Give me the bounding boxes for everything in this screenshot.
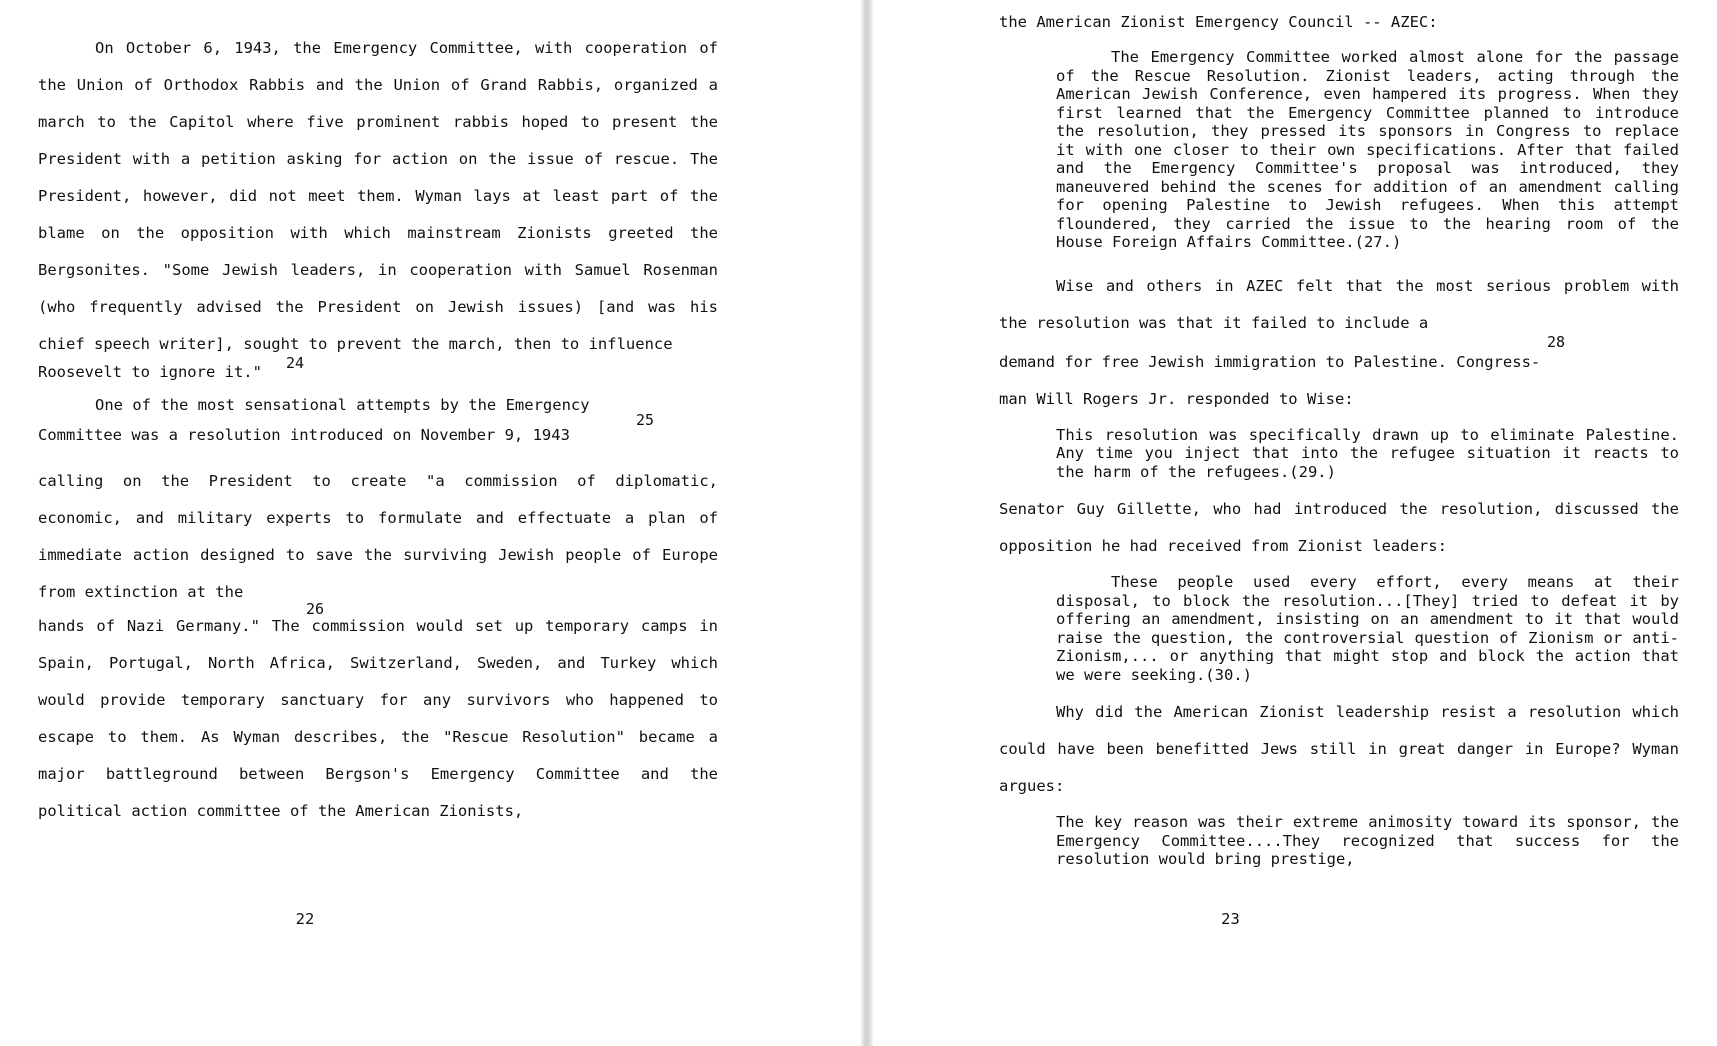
footnote-marker-28: 28	[1547, 332, 1566, 351]
right-paragraph-1-end: man Will Rogers Jr. responded to Wise:	[999, 389, 1354, 408]
footnote-marker-25: 25	[636, 411, 655, 429]
left-paragraph-2-line2: Committee was a resolution introduced on November 9, 1943	[38, 426, 570, 444]
page-number-right: 23	[1221, 910, 1240, 928]
block-quote-1: The Emergency Committee worked almost alone for the passage of the Rescue Resolution. Zionist leaders, acting through the American Jewish Conference, even hampered its progress. When they first learned that the Emergency Committee planned to introduce the resolution, they pressed its sponsors in Congress to replace it with one closer to their own specifications. After that failed and the Emergency Committee's proposal was introduced, they maneuvered behind the scenes for addition of an amendment calling for opening Palestine to Jewish refugees. When this attempt floundered, they carried the issue to the hearing room of the House Foreign Affairs Committee.(27.)	[1056, 48, 1679, 251]
block-quote-2: This resolution was specifically drawn up to eliminate Palestine. Any time you inject that into the refugee situation it reacts to the harm of the refugees.(29.)	[1056, 425, 1679, 481]
paragraph-gap	[38, 382, 718, 396]
left-paragraph-2-start: One of the most sensational attempts by the Emergency	[95, 396, 590, 414]
right-page	[874, 0, 1717, 1046]
right-paragraph-2: Senator Guy Gillette, who had introduced the resolution, discussed the opposition he had received from Zionist leaders:	[999, 500, 1679, 555]
paragraph-gap	[999, 32, 1679, 48]
right-paragraph-3: Why did the American Zionist leadership resist a resolution which could have been benefitted Jews still in great danger in Europe? Wyman argues:	[999, 703, 1679, 795]
paragraph-gap	[999, 418, 1679, 426]
right-paragraph-1: Wise and others in AZEC felt that the most serious problem with the resolution was that it failed to include a	[999, 276, 1679, 332]
right-page-body	[999, 12, 1679, 869]
left-page-body	[38, 30, 718, 830]
page-number-left: 22	[295, 910, 315, 928]
left-paragraph-1: On October 6, 1943, the Emergency Committee, with cooperation of the Union of Orthodox Rabbis and the Union of Grand Rabbis, organized a march to the Capitol where five prominent rabbis hoped to present the President with a petition asking for action on the issue of rescue. The President, however, did not meet them. Wyman lays at least part of the blame on the opposition with which mainstream Zionists greeted the Bergsonites. "Some Jewish leaders, in cooperation with Samuel Rosenman (who frequently advised the President on Jewish issues) [and was his chief speech writer], sought to prevent the march, then to influence	[38, 39, 718, 353]
block-quote-4: The key reason was their extreme animosity toward its sponsor, the Emergency Committee....They recognized that success for the resolution would bring prestige,	[1056, 813, 1679, 868]
block-quote-3: These people used every effort, every means at their disposal, to block the resolution...[They] tried to defeat it by offering an amendment, insisting on an amendment to it that would raise the question, the controversial question of Zionism or anti-Zionism,... or anything that might stop and block the action that we were seeking.(30.)	[1056, 573, 1679, 684]
paragraph-gap	[999, 565, 1679, 573]
left-paragraph-2-middle: calling on the President to create "a commission of diplomatic, economic, and military experts to formulate and effectuate a plan of immediate action designed to save the surviving Jewish people of Europe from extinction at the	[38, 472, 718, 601]
paragraph-gap	[999, 684, 1679, 694]
paragraph-gap	[999, 481, 1679, 491]
right-top-line: the American Zionist Emergency Council -- AZEC:	[999, 13, 1438, 31]
left-paragraph-1-end: Roosevelt to ignore it."	[38, 363, 262, 381]
right-paragraph-1-line3: demand for free Jewish immigration to Palestine. Congress-	[999, 352, 1541, 371]
paragraph-gap	[999, 805, 1679, 813]
footnote-marker-26: 26	[306, 600, 325, 618]
paragraph-gap	[999, 252, 1679, 268]
page-gutter	[860, 0, 874, 1046]
footnote-marker-24: 24	[286, 354, 305, 372]
left-paragraph-2-end: hands of Nazi Germany." The commission would set up temporary camps in Spain, Portugal, North Africa, Switzerland, Sweden, and Turkey which would provide temporary sanctuary for any survivors who happened to escape to them. As Wyman describes, the "Rescue Resolution" became a major battleground between Bergson's Emergency Committee and the political action committee of the American Zionists,	[38, 617, 718, 820]
